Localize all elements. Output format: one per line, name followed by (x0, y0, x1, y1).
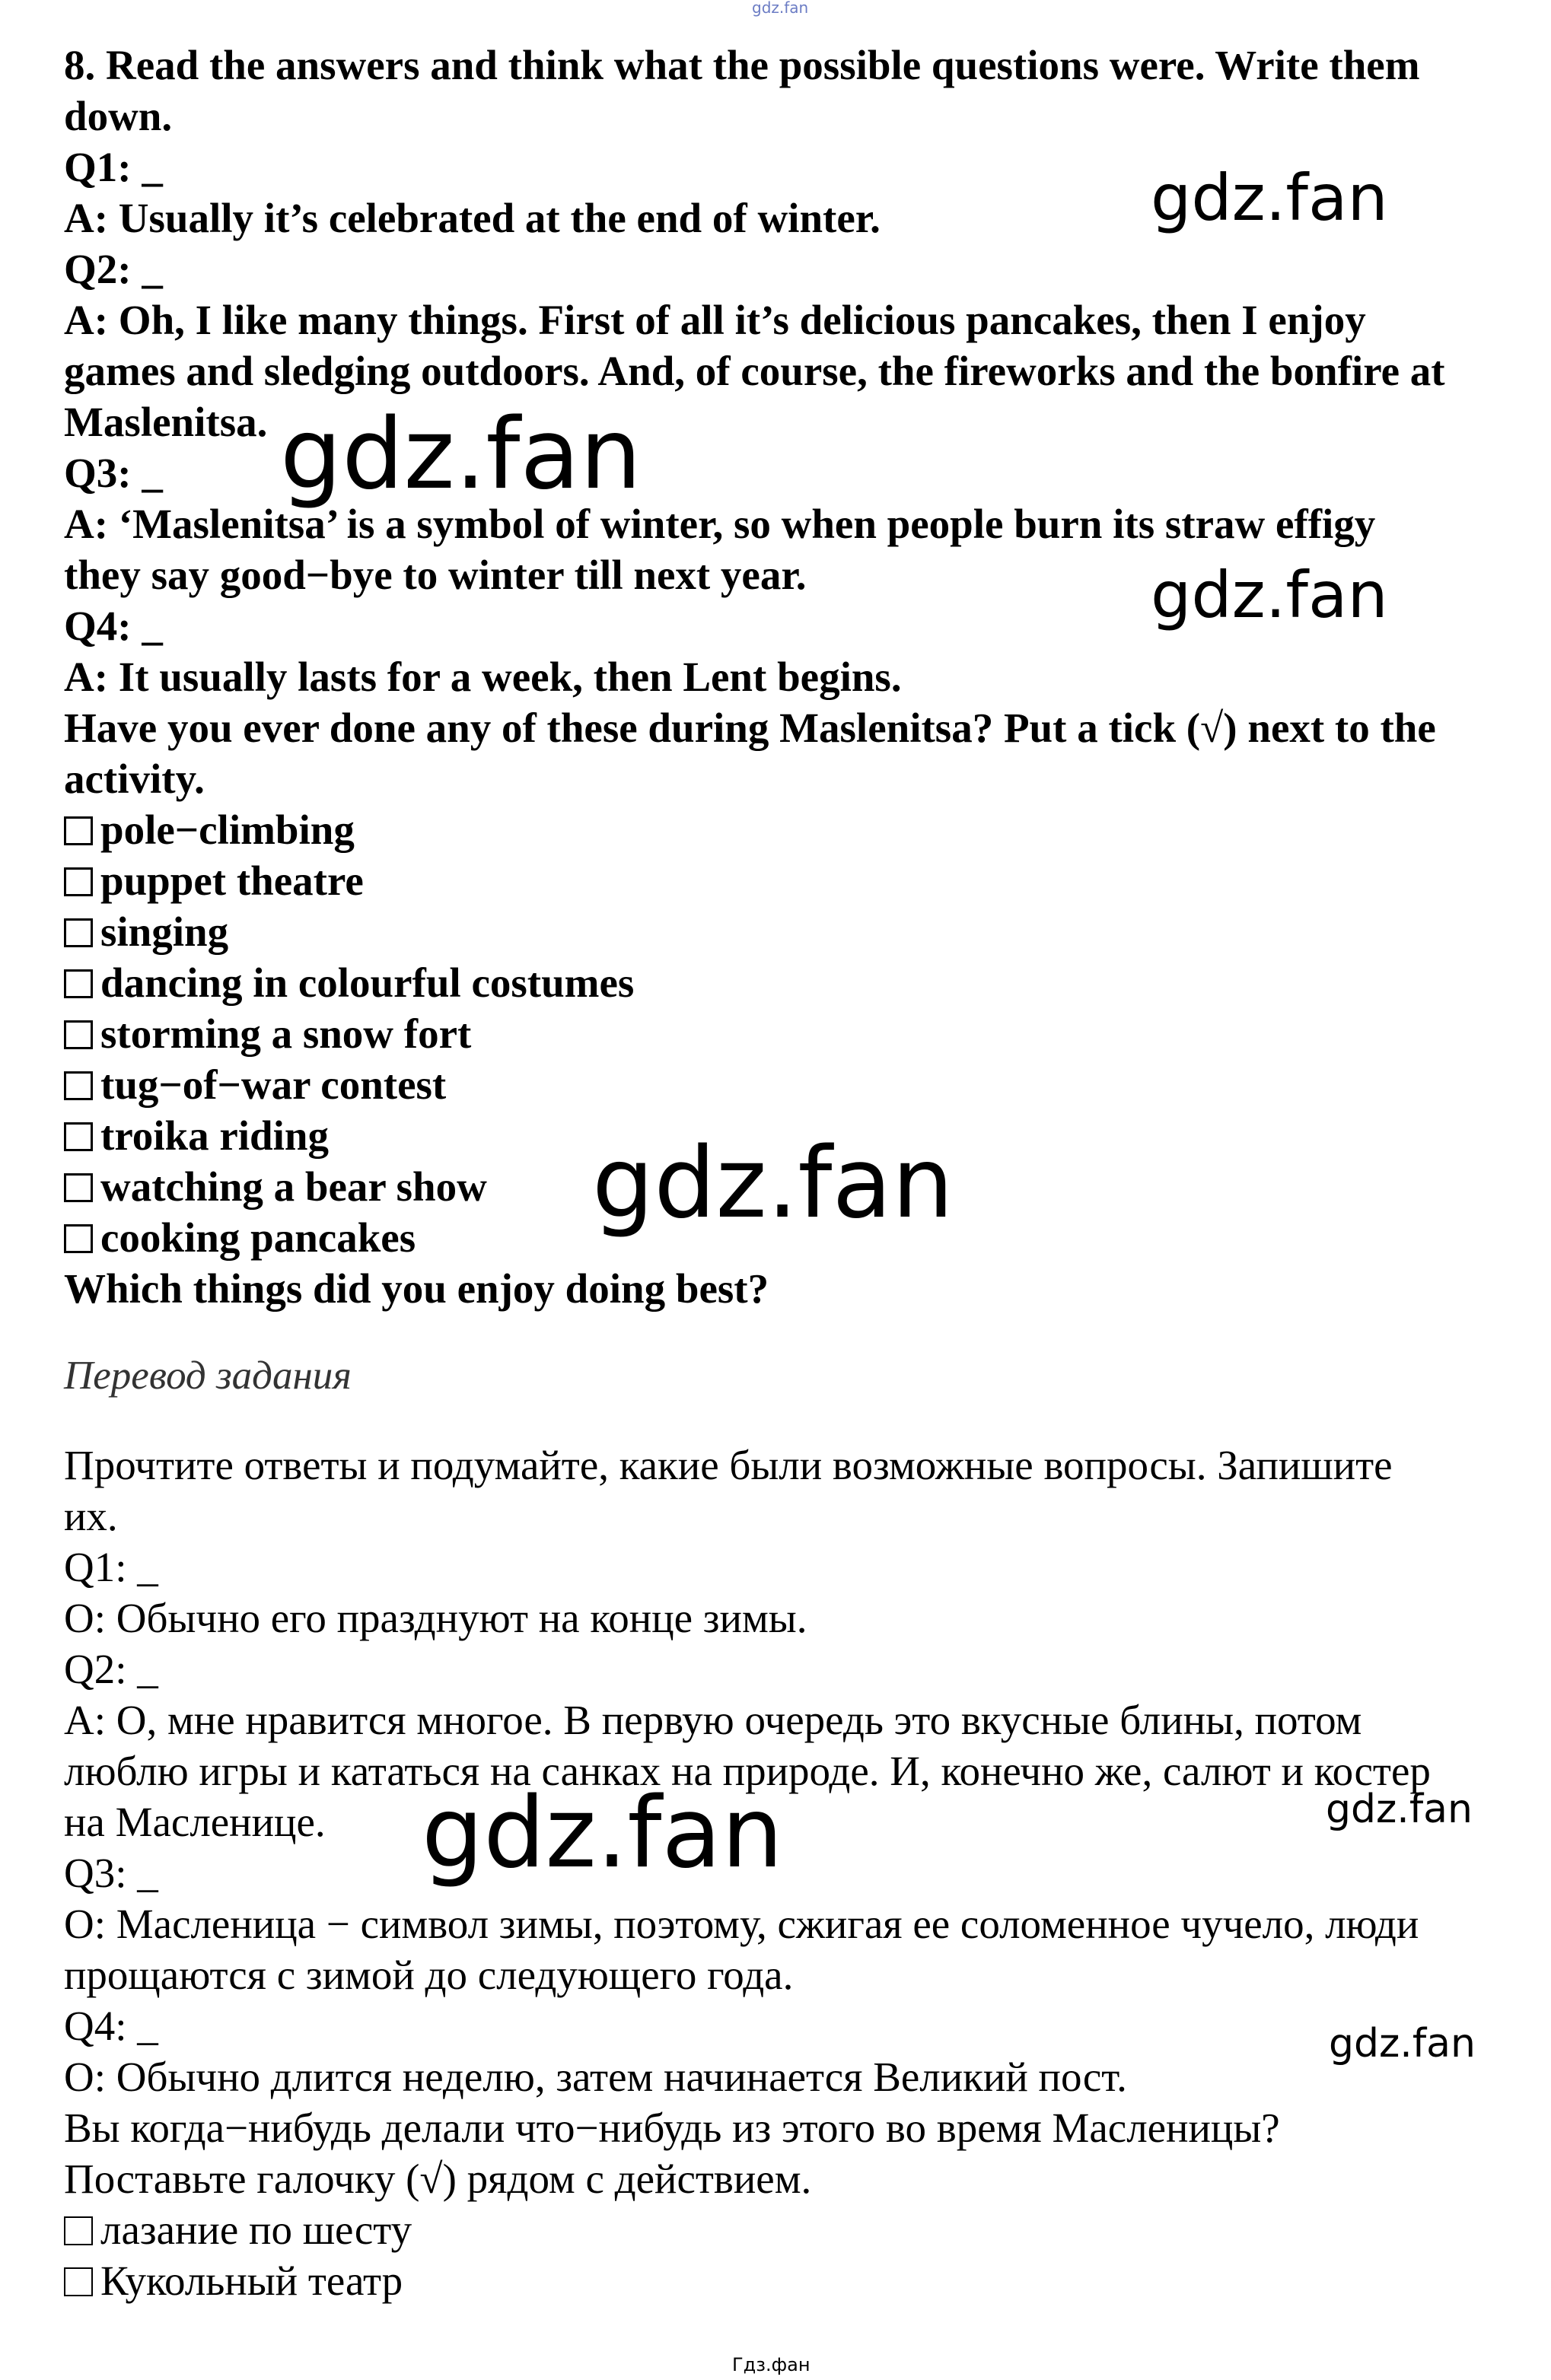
watermark: gdz.fan (1326, 1787, 1473, 1832)
question-3: Q3: _ (64, 450, 163, 496)
top-watermark: gdz.fan (752, 0, 809, 17)
activity-checkbox-item: watching a bear show (64, 1161, 1540, 1212)
task-title: 8. Read the answers and think what the possible questions were. Write them (64, 42, 1420, 88)
ru-answer-2-line-2: люблю игры и кататься на санках на природе. И, конечно же, салют и костер (64, 1748, 1431, 1794)
answer-4: A: It usually lasts for a week, then Lent begins. (64, 654, 902, 700)
question-4: Q4: _ (64, 603, 163, 649)
watermark: gdz.fan (1329, 2021, 1476, 2067)
ru-answer-1: О: Обычно его празднуют на конце зимы. (64, 1595, 807, 1641)
answer-3-line-2: they say good−bye to winter till next year. (64, 552, 807, 598)
watermark: gdz.fan (280, 398, 642, 511)
answer-2-line-3: Maslenitsa. (64, 399, 268, 445)
ru-question-4: Q4: _ (64, 2003, 158, 2049)
ru-answer-2-line-1: А: О, мне нравится многое. В первую очередь это вкусные блины, потом (64, 1697, 1362, 1743)
tick-instruction-continued: activity. (64, 756, 205, 802)
question-2: Q2: _ (64, 246, 163, 292)
answer-3-line-1: A: ‘Maslenitsa’ is a symbol of winter, so when people burn its straw effigy (64, 501, 1376, 547)
watermark: gdz.fan (422, 1777, 783, 1890)
activity-checkbox-item: storming a snow fort (64, 1008, 1540, 1059)
activity-checkbox-item: dancing in colourful costumes (64, 957, 1540, 1008)
footer-watermark: Гдз.фан (732, 2354, 811, 2375)
answer-2-line-2: games and sledging outdoors. And, of course, the fireworks and the bonfire at (64, 348, 1445, 394)
ru-question-1: Q1: _ (64, 1544, 158, 1590)
task-title-continued: down. (64, 93, 173, 139)
answer-1: A: Usually it’s celebrated at the end of winter. (64, 195, 881, 241)
ru-activity-checkbox-item: Кукольный театр (64, 2255, 1540, 2306)
ru-task-title: Прочтите ответы и подумайте, какие были возможные вопросы. Запишите (64, 1442, 1393, 1488)
ru-tick-instruction-continued: Поставьте галочку (√) рядом с действием. (64, 2156, 812, 2202)
ru-task-title-continued: их. (64, 1493, 118, 1539)
final-question: Which things did you enjoy doing best? (64, 1265, 769, 1312)
watermark: gdz.fan (1151, 558, 1388, 632)
ru-answer-2-line-3: на Масленице. (64, 1799, 326, 1845)
ru-activity-checkbox-item: лазание по шесту (64, 2204, 1540, 2255)
tick-instruction: Have you ever done any of these during Maslenitsa? Put a tick (√) next to the (64, 705, 1436, 751)
question-1: Q1: _ (64, 144, 163, 190)
translation-heading: Перевод задания (64, 1354, 352, 1398)
activity-checkbox-item: puppet theatre (64, 855, 1540, 906)
activity-checkbox-item: singing (64, 906, 1540, 957)
ru-answer-3-line-1: О: Масленица − символ зимы, поэтому, сжигая ее соломенное чучело, люди (64, 1901, 1419, 1947)
watermark: gdz.fan (592, 1127, 954, 1240)
watermark: gdz.fan (1151, 161, 1388, 235)
activity-checkbox-item: troika riding (64, 1110, 1540, 1161)
answer-2-line-1: A: Oh, I like many things. First of all it’s delicious pancakes, then I enjoy (64, 297, 1366, 343)
russian-translation-block (64, 1440, 1540, 2306)
ru-answer-4: О: Обычно длится неделю, затем начинается Великий пост. (64, 2054, 1127, 2100)
ru-question-2: Q2: _ (64, 1646, 158, 1692)
ru-tick-instruction: Вы когда−нибудь делали что−нибудь из этого во время Масленицы? (64, 2105, 1280, 2151)
activity-checkbox-item: pole−climbing (64, 804, 1540, 855)
ru-question-3: Q3: _ (64, 1850, 158, 1896)
activity-checkbox-item: cooking pancakes (64, 1212, 1540, 1263)
ru-answer-3-line-2: прощаются с зимой до следующего года. (64, 1952, 794, 1998)
activity-checkbox-item: tug−of−war contest (64, 1059, 1540, 1110)
